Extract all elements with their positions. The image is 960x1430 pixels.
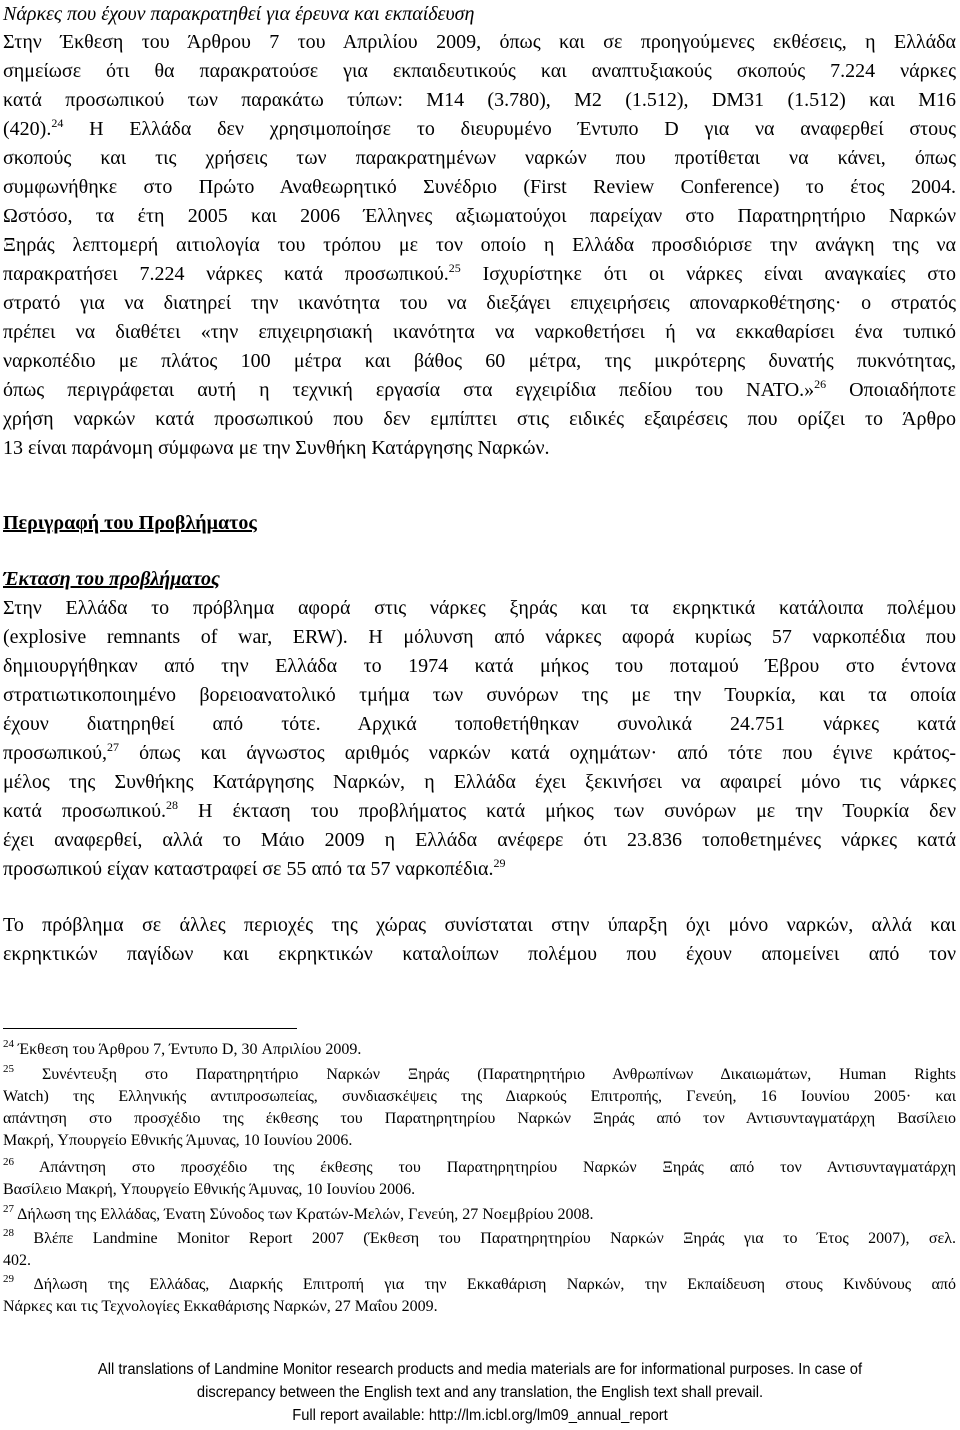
page-footer-report-link: Full report available: http://lm.icbl.org/lm09_annual_report xyxy=(292,1407,668,1424)
footnote-text: Δήλωση της Ελλάδας, Διαρκής Επιτροπή για την Εκκαθάριση Ναρκών, την Εκπαίδευση στους Κινδύνους από xyxy=(33,1276,956,1293)
footnote-ref-25: 25 xyxy=(448,261,461,275)
footnote-text: Συνέντευξη στο Παρατηρητήριο Ναρκών Ξηράς (Παρατηρητήριο Ανθρωπίνων Δικαιωμάτων, Human Rights xyxy=(41,1066,957,1083)
footnote-27 xyxy=(3,1205,594,1225)
footnote-text: Βλέπε Landmine Monitor Report 2007 (Έκθεση του Παρατηρητηρίου Ναρκών Ξηράς για το Έτος 2007), σελ. xyxy=(33,1230,957,1247)
paragraph-line: εκρηκτικών παγίδων και εκρηκτικών καταλοίπων πολέμου που έχουν απομείνει από τον xyxy=(3,943,956,965)
text-run: προσωπικού, xyxy=(3,742,108,764)
footnote-line: Μακρή, Υπουργείο Εθνικής Άμυνας, 10 Ιουνίου 2006. xyxy=(3,1132,353,1149)
paragraph-line: Το πρόβλημα σε άλλες περιοχές της χώρας συνίσταται στην ύπαρξη όχι μόνο ναρκών, αλλά και xyxy=(3,914,956,936)
paragraph-line: Στην Ελλάδα το πρόβλημα αφορά στις νάρκες ξηράς και τα εκρηκτικά κατάλοιπα πολέμου xyxy=(3,597,956,619)
paragraph-line-mixed xyxy=(3,117,956,141)
paragraph-line: Στην Έκθεση του Άρθρου 7 του Απριλίου 2009, όπως και σε προηγούμενες εκθέσεις, η Ελλάδα xyxy=(3,31,956,53)
paragraph-line-mixed xyxy=(3,378,956,402)
paragraph-line-mixed xyxy=(3,857,505,881)
footnote-24 xyxy=(3,1040,361,1060)
footnote-line: Watch) της Ελληνικής αντιπροσωπείας, συνδιασκέψεις της Διαρκούς Επιτροπής, Γενεύη, 16 Ιουνίου 2005· και xyxy=(3,1088,956,1105)
text-run: Η Ελλάδα δεν χρησιμοποίησε το διευρυμένο Έντυπο D για να αναφερθεί στους xyxy=(89,118,956,140)
footnote-ref-29: 29 xyxy=(493,856,506,870)
footnote-ref-26: 26 xyxy=(814,377,827,391)
footnote-text: Δήλωση της Ελλάδας, Ένατη Σύνοδος των Κρατών-Μελών, Γενεύη, 27 Νοεμβρίου 2008. xyxy=(17,1206,594,1223)
paragraph-line: έχουν διατηρηθεί από τότε. Αρχικά τοποθετήθηκαν συνολικά 24.751 νάρκες κατά xyxy=(3,713,956,735)
text-run: Ισχυρίστηκε ότι οι νάρκες είναι αναγκαίες στο xyxy=(482,263,957,285)
text-run: παρακρατήσει 7.224 νάρκες κατά προσωπικού. xyxy=(3,263,449,285)
paragraph-line-mixed xyxy=(3,741,956,765)
page-footer-disclaimer: All translations of Landmine Monitor research products and media materials are for informational purposes. In case of xyxy=(97,1361,863,1378)
footnote-line: Νάρκες και τις Τεχνολογίες Εκκαθάρισης Ναρκών, 27 Μαΐου 2009. xyxy=(3,1298,438,1315)
section-heading-problem-description: Περιγραφή του Προβλήματος xyxy=(3,512,257,534)
paragraph-line: στρατό για να διατηρεί την ικανότητα του να διεξάγει επιχειρήσεις απoναρκοθέτησης· ο στρατός xyxy=(3,292,956,314)
paragraph-line-mixed xyxy=(3,799,956,823)
footnote-number: 25 xyxy=(3,1063,14,1075)
footnote-ref-28: 28 xyxy=(165,798,178,812)
paragraph-line: συμφωνήθηκε στο Πρώτο Αναθεωρητικό Συνέδριο (First Review Conference) το έτος 2004. xyxy=(3,176,956,198)
footnote-ref-24: 24 xyxy=(51,116,64,130)
section-heading-retained-mines: Νάρκες που έχουν παρακρατηθεί για έρευνα και εκπαίδευση xyxy=(3,3,475,25)
paragraph-line: Ξηράς λεπτομερή αιτιολογία του τρόπου με τον οποίο η Ελλάδα προσδιόρισε την ανάγκη της να xyxy=(3,234,956,256)
footnote-number: 29 xyxy=(3,1273,14,1285)
text-run: (420). xyxy=(3,118,52,140)
footnote-25 xyxy=(3,1065,956,1085)
text-run: προσωπικού είχαν καταστραφεί σε 55 από τα 57 ναρκοπέδια. xyxy=(3,858,494,880)
footnote-line: απάντηση στο προσχέδιο της έκθεσης του Παρατηρητηρίου Ναρκών Ξηράς από τον Αντισυνταγματάρχη Βασίλειο xyxy=(3,1110,956,1127)
paragraph-line: σημείωσε ότι θα παρακρατούσε για εκπαιδευτικούς και αναπτυξιακούς σκοπούς 7.224 νάρκες xyxy=(3,60,956,82)
paragraph-line: στρατιωτικοποιημένο βορειοανατολικό τμήμα των συνόρων της με την Τουρκία, και τα οποία xyxy=(3,684,956,706)
paragraph-line: δημιουργήθηκαν από την Ελλάδα το 1974 κατά μήκος του ποταμού Έβρου στο έντονα xyxy=(3,655,956,677)
footnote-29 xyxy=(3,1275,956,1295)
subheading-problem-extent: Έκταση του προβλήματος xyxy=(3,568,220,590)
paragraph-line: ναρκοπέδιο με πλάτος 100 μέτρα και βάθος 60 μέτρα, της μικρότερης δυνατής πυκνότητας, xyxy=(3,350,956,372)
paragraph-line-mixed xyxy=(3,262,956,286)
text-run: κατά προσωπικού. xyxy=(3,800,166,822)
paragraph-line: μέλος της Συνθήκης Κατάργησης Ναρκών, η Ελλάδα έχει ξεκινήσει να αφαιρεί μόνο τις νάρκες xyxy=(3,771,956,793)
footnote-26 xyxy=(3,1158,956,1178)
paragraph-line: σκοπούς και τις χρήσεις των παρακρατημένων ναρκών που προτίθεται να κάνει, όπως xyxy=(3,147,956,169)
paragraph-line: (explosive remnants of war, ERW). Η μόλυνση από νάρκες αφορά κυρίως 57 ναρκοπέδια που xyxy=(3,626,956,648)
page-footer-disclaimer-2: discrepancy between the English text and any translation, the English text shall prevail. xyxy=(196,1384,764,1401)
paragraph-line: Ωστόσο, τα έτη 2005 και 2006 Έλληνες αξιωματούχοι παρείχαν στο Παρατηρητήριο Ναρκών xyxy=(3,205,956,227)
paragraph-line-last: 13 είναι παράνομη σύμφωνα με την Συνθήκη Κατάργησης Ναρκών. xyxy=(3,437,550,459)
footnote-number: 28 xyxy=(3,1227,14,1239)
paragraph-line: πρέπει να διαθέτει «την επιχειρησιακή ικανότητα να ναρκοθετήσει ή να εκκαθαρίσει ένα τυπικό xyxy=(3,321,956,343)
footnote-text: Απάντηση στο προσχέδιο της έκθεσης του Παρατηρητηρίου Ναρκών Ξηράς από τον Αντισυνταγματάρχη xyxy=(39,1159,956,1176)
text-run: όπως περιγράφεται αυτή η τεχνική εργασία στα εγχειρίδια πεδίου του ΝΑΤΟ.» xyxy=(3,379,815,401)
footnote-number: 27 xyxy=(3,1203,14,1215)
footnote-ref-27: 27 xyxy=(107,740,120,754)
text-run: όπως και άγνωστος αριθμός ναρκών κατά οχημάτων· από τότε που έγινε κράτος- xyxy=(139,742,956,764)
footnote-separator xyxy=(3,1028,297,1029)
text-run: Η έκταση του προβλήματος κατά μήκος των συνόρων με την Τουρκία δεν xyxy=(198,800,956,822)
paragraph-line: έχει αναφερθεί, αλλά το Μάιο 2009 η Ελλάδα ανέφερε ότι 23.836 τοποθετημένες νάρκες κατά xyxy=(3,829,956,851)
footnote-number: 26 xyxy=(3,1156,14,1168)
footnote-text: Έκθεση του Άρθρου 7, Έντυπο D, 30 Απριλίου 2009. xyxy=(18,1041,362,1058)
footnote-number: 24 xyxy=(3,1038,14,1050)
footnote-28 xyxy=(3,1229,956,1249)
paragraph-line: κατά προσωπικού των παρακάτω τύπων: Μ14 (3.780), Μ2 (1.512), DM31 (1.512) και Μ16 xyxy=(3,89,956,111)
text-run: Οποιαδήποτε xyxy=(849,379,956,401)
paragraph-line: χρήση ναρκών κατά προσωπικού που δεν εμπίπτει στις ειδικές εξαιρέσεις που ορίζει το Άρθρο xyxy=(3,408,956,430)
footnote-line: Βασίλειο Μακρή, Υπουργείο Εθνικής Άμυνας, 10 Ιουνίου 2006. xyxy=(3,1181,416,1198)
footnote-line: 402. xyxy=(3,1252,31,1269)
